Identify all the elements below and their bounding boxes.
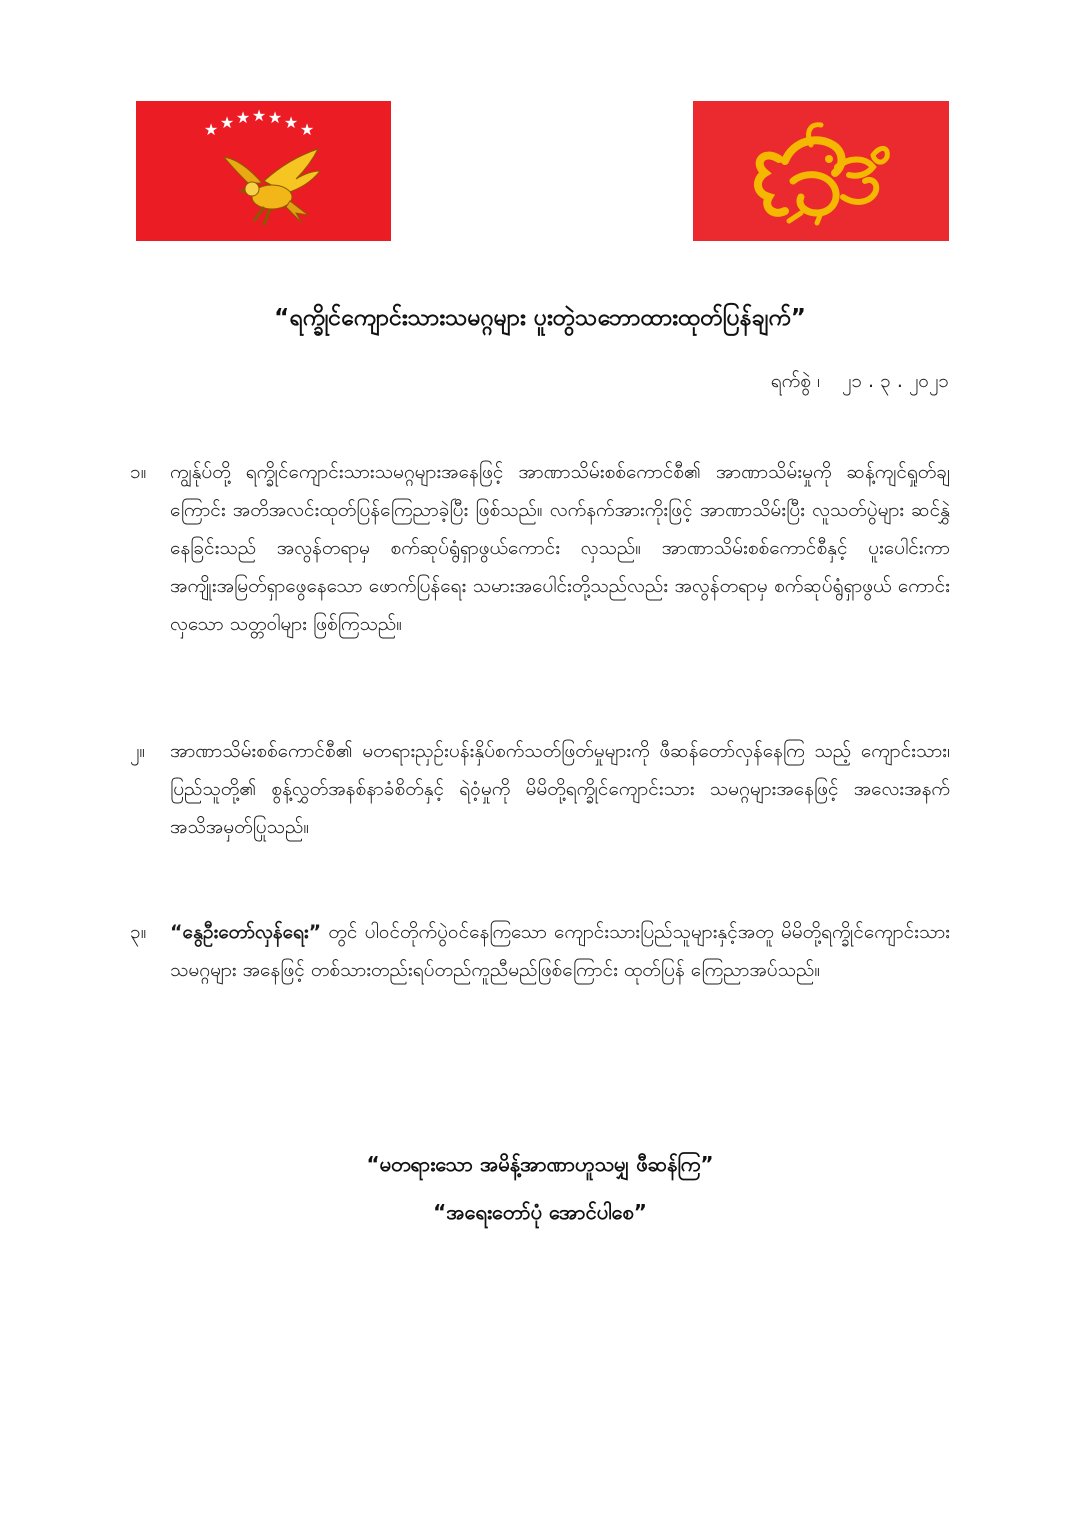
dragon-emblem (693, 101, 949, 241)
svg-text:★: ★ (219, 113, 235, 132)
dragon-eye-icon (825, 155, 833, 163)
flag-dragon (693, 101, 949, 241)
paragraph-number: ၂။ (130, 740, 146, 762)
date-label: ရက်စွဲ ၊ (770, 370, 820, 392)
spring-revolution-phrase: “နွေဦးတော်လှန်ရေး” (170, 921, 322, 943)
svg-text:★: ★ (251, 106, 267, 125)
svg-text:★: ★ (283, 113, 299, 132)
svg-text:★: ★ (299, 120, 315, 139)
paragraph-text: အာဏာသိမ်းစစ်ကောင်စီ၏ မတရားညှဉ်းပန်းနှိပ်စက်သတ်ဖြတ်မှုများကို ဖီဆန်တော်လှန်နေကြ သည့် ကျောင်းသား၊ ပြည်သူတို့၏ စွန့်လွှတ်အနစ်နာခံစိတ်နှင့် ရဲဝံ့မှုကို မိမိတို့ရက္ခိုင်ကျောင်းသား သမဂ္ဂများအနေဖြင့် အလေးအနက် အသိအမှတ်ပြုသည်။ (170, 740, 950, 838)
statement-date (771, 369, 949, 397)
paragraph-text (130, 913, 950, 989)
paragraph-2 (130, 732, 950, 846)
svg-text:★: ★ (267, 108, 283, 127)
paragraph-number: ၃။ (130, 921, 147, 943)
paragraph-text: ကျွန်ုပ်တို့ ရက္ခိုင်ကျောင်းသားသမဂ္ဂများအနေဖြင့် အာဏာသိမ်းစစ်ကောင်စီ၏ အာဏာသိမ်းမှုကို ဆန့်ကျင်ရှုတ်ချကြောင်း အတိအလင်းထုတ်ပြန်ကြေညာခဲ့ပြီး ဖြစ်သည်။ လက်နက်အားကိုးဖြင့် အာဏာသိမ်းပြီး လူသတ်ပွဲများ ဆင်နွှဲနေခြင်းသည် အလွန်တရာမှ စက်ဆုပ်ရွံရှာဖွယ်ကောင်း လှသည်။ အာဏာသိမ်းစစ်ကောင်စီနှင့် ပူးပေါင်းကာ အကျိုးအမြတ်ရှာဖွေနေသော ဖောက်ပြန်ရေး သမားအပေါင်းတို့သည်လည်း အလွန်တရာမှ စက်ဆုပ်ရွံရှာဖွယ် ကောင်းလှသော သတ္တဝါများ ဖြစ်ကြသည်။ (170, 461, 950, 635)
svg-text:★: ★ (203, 120, 219, 139)
slogan-defy-unjust-orders: “မတရားသော အမိန့်အာဏာဟူသမျှ ဖီဆန်ကြ” (366, 1152, 714, 1176)
eagle-stars-emblem (136, 101, 391, 241)
flag-eagle-stars (136, 101, 391, 241)
date-value: ၂၁ . ၃ . ၂၀၂၁ (842, 370, 949, 392)
paragraph-text-rest: တွင် ပါဝင်တိုက်ပွဲဝင်နေကြသော ကျောင်းသားပြည်သူများနှင့်အတူ မိမိတို့ရက္ခိုင်ကျောင်းသားသမဂ္ဂများ အနေဖြင့် တစ်သားတည်းရပ်တည်ကူညီမည်ဖြစ်ကြောင်း ထုတ်ပြန် ကြေညာအပ်သည်။ (170, 921, 950, 981)
svg-text:★: ★ (235, 108, 251, 127)
paragraph-3 (130, 913, 950, 989)
statement-title: “ရက္ခိုင်ကျောင်းသားသမဂ္ဂများ ပူးတွဲသဘောထားထုတ်ပြန်ချက်” (274, 305, 806, 331)
paragraph-number: ၁။ (130, 461, 147, 483)
slogan-revolution-victory: “အရေးတော်ပုံ အောင်ပါစေ” (433, 1200, 647, 1224)
paragraph-1 (130, 453, 950, 643)
